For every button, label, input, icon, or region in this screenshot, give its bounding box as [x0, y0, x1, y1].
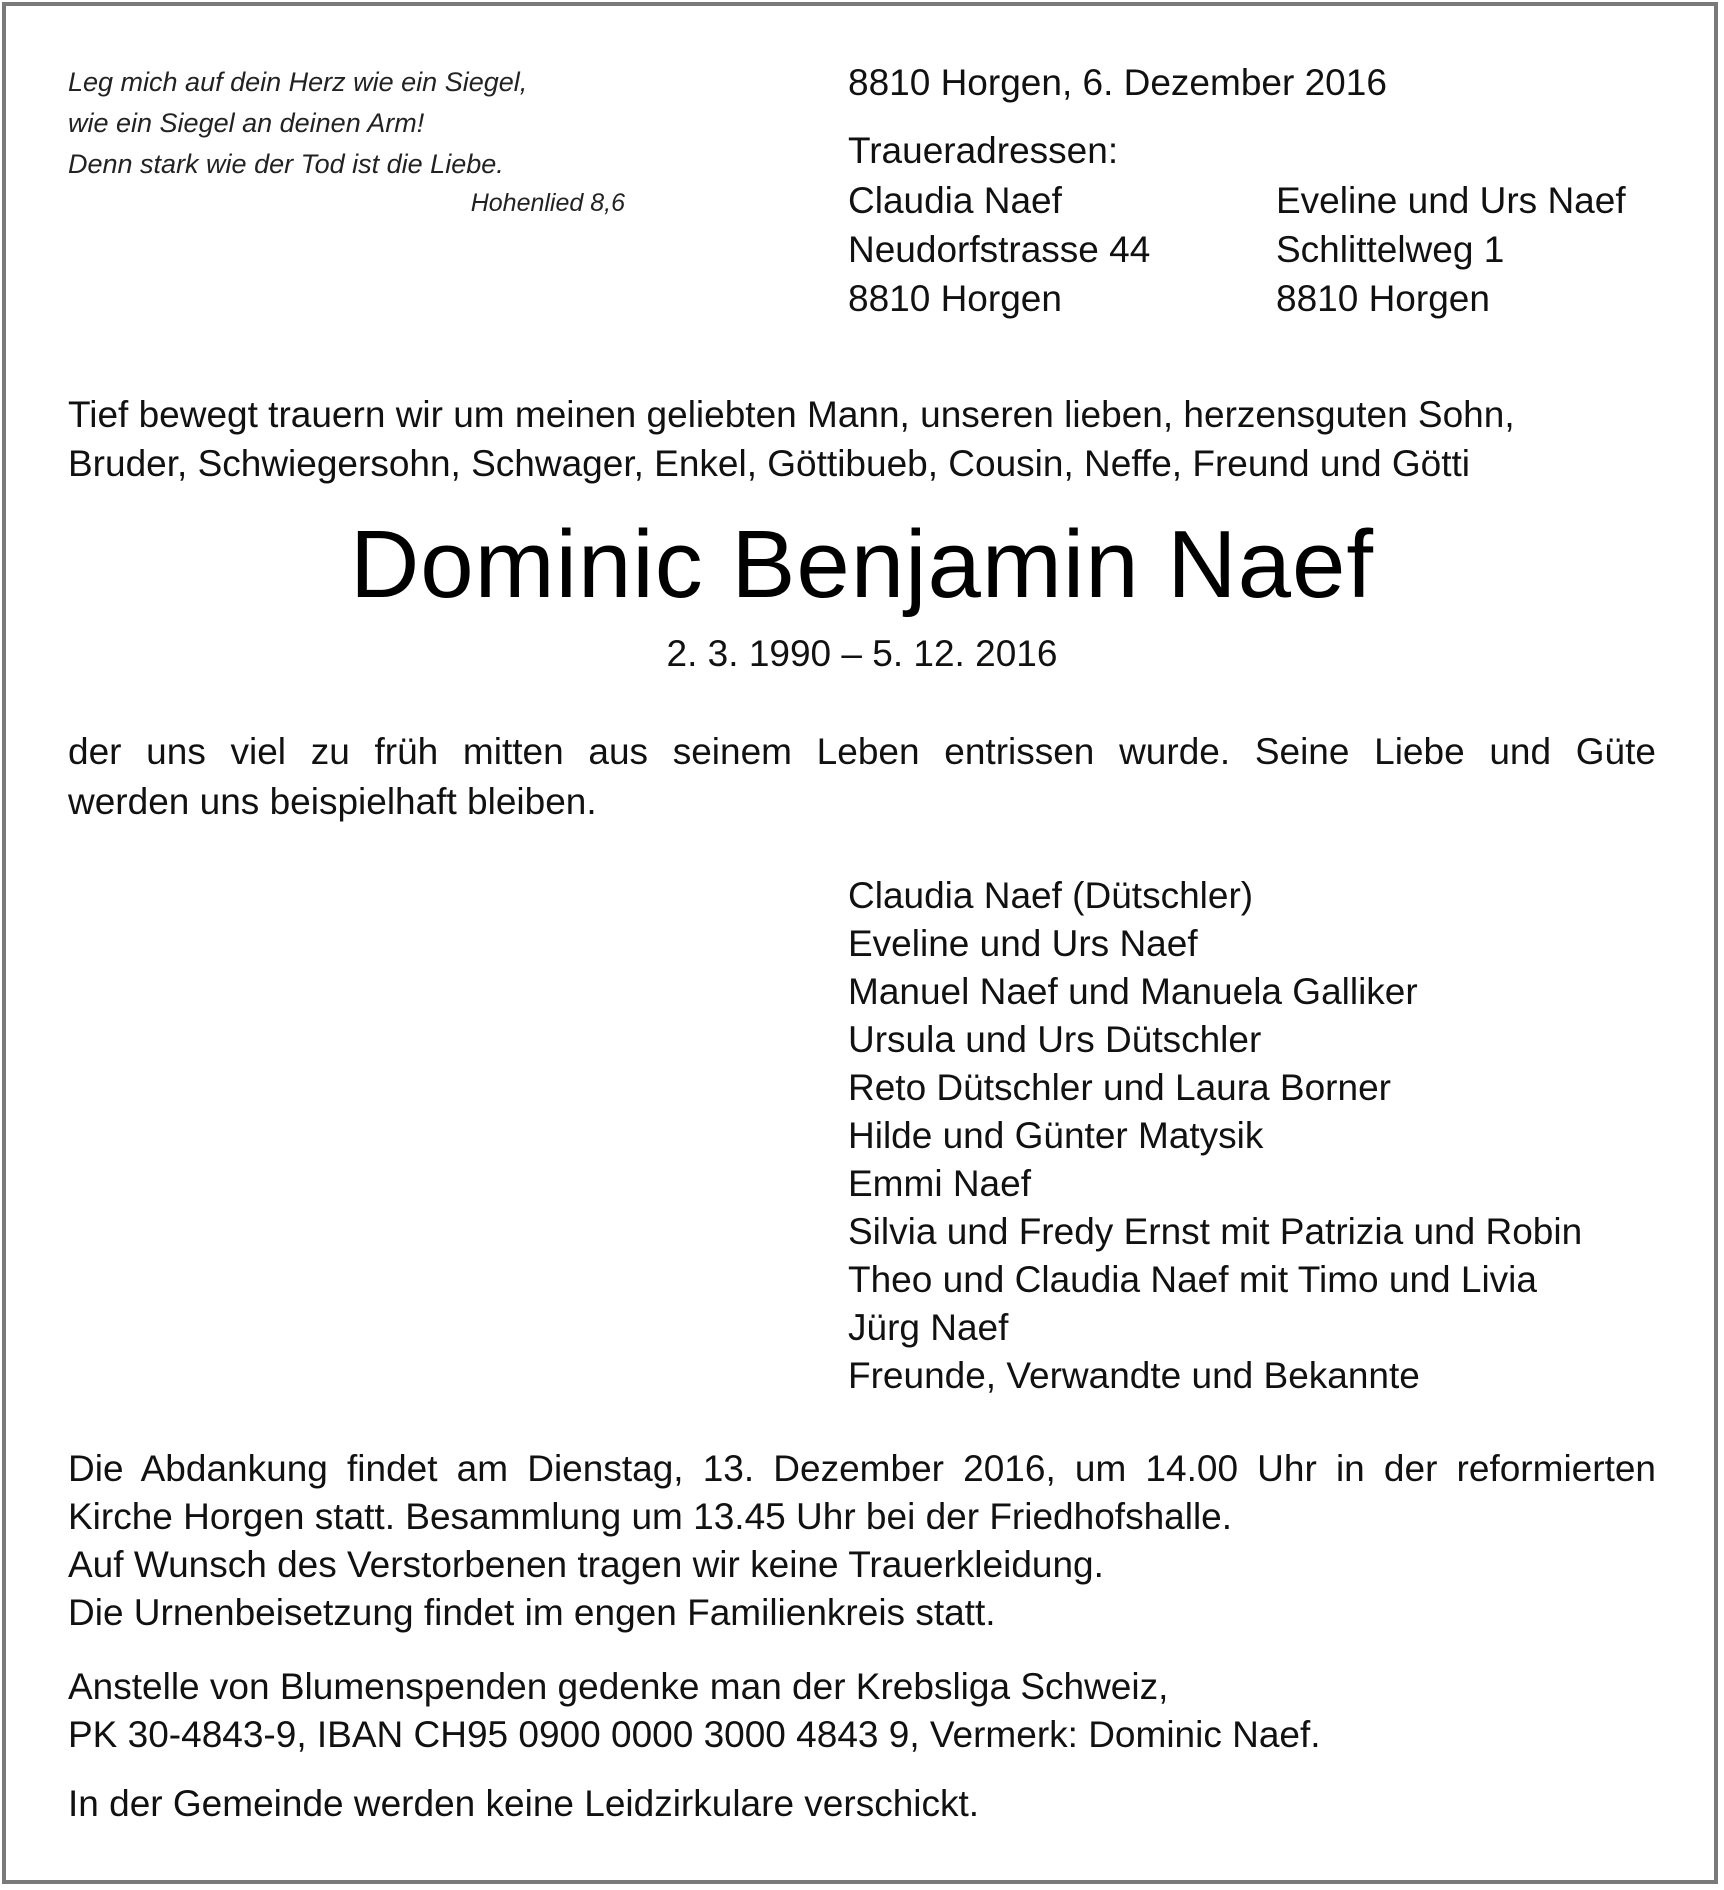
notice-line: Kirche Horgen statt. Besammlung um 13.45 Uhr bei der Friedhofshalle.	[68, 1496, 1233, 1537]
intro-line: Tief bewegt trauern wir um meinen geliebten Mann, unseren lieben, herzensguten Sohn,	[68, 394, 1515, 435]
mourner-entry: Claudia Naef (Dütschler)	[848, 875, 1254, 916]
notice-line: Die Abdankung findet am Dienstag, 13. Dezember 2016, um 14.00 Uhr in der reformierten	[68, 1448, 1656, 1489]
closing-note: In der Gemeinde werden keine Leidzirkulare verschickt.	[68, 1783, 980, 1824]
mourner-entry: Emmi Naef	[848, 1163, 1031, 1204]
bible-verse	[68, 62, 628, 185]
verse-source: Hohenlied 8,6	[470, 189, 625, 217]
life-dates: 2. 3. 1990 – 5. 12. 2016	[666, 633, 1058, 674]
mourner-entry: Silvia und Fredy Ernst mit Patrizia und Robin	[848, 1211, 1583, 1252]
address-line: Schlittelweg 1	[1276, 229, 1505, 270]
donation-line: Anstelle von Blumenspenden gedenke man der Krebsliga Schweiz,	[68, 1666, 1169, 1707]
mourner-entry: Theo und Claudia Naef mit Timo und Livia	[848, 1259, 1537, 1300]
tribute-text	[68, 727, 1656, 827]
verse-line: wie ein Siegel an deinen Arm!	[68, 108, 425, 138]
mourner-entry: Ursula und Urs Dütschler	[848, 1019, 1262, 1060]
mourner-entry: Freunde, Verwandte und Bekannte	[848, 1355, 1420, 1396]
address-line: 8810 Horgen	[848, 278, 1062, 319]
verse-line: Denn stark wie der Tod ist die Liebe.	[68, 149, 504, 179]
mourner-entry: Jürg Naef	[848, 1307, 1009, 1348]
address-line: Eveline und Urs Naef	[1276, 180, 1626, 221]
mourners-list	[848, 872, 1582, 1400]
address-line: Claudia Naef	[848, 180, 1062, 221]
address-line: Neudorfstrasse 44	[848, 229, 1151, 270]
intro-line: Bruder, Schwiegersohn, Schwager, Enkel, Göttibueb, Cousin, Neffe, Freund und Götti	[68, 443, 1471, 484]
notice-line: Die Urnenbeisetzung findet im engen Familienkreis statt.	[68, 1592, 996, 1633]
place-and-date: 8810 Horgen, 6. Dezember 2016	[848, 62, 1387, 103]
verse-line: Leg mich auf dein Herz wie ein Siegel,	[68, 67, 528, 97]
address-right	[1276, 176, 1626, 323]
mourner-entry: Hilde und Günter Matysik	[848, 1115, 1264, 1156]
donation-line: PK 30-4843-9, IBAN CH95 0900 0000 3000 4843 9, Vermerk: Dominic Naef.	[68, 1714, 1321, 1755]
donation-info	[68, 1663, 1656, 1759]
intro-text	[68, 390, 1658, 488]
tribute-line: der uns viel zu früh mitten aus seinem Leben entrissen wurde. Seine Liebe und Güte	[68, 731, 1656, 772]
notice-line: Auf Wunsch des Verstorbenen tragen wir keine Trauerkleidung.	[68, 1544, 1104, 1585]
addresses-heading: Traueradressen:	[848, 130, 1119, 171]
mourner-entry: Manuel Naef und Manuela Galliker	[848, 971, 1418, 1012]
address-left	[848, 176, 1150, 323]
deceased-name: Dominic Benjamin Naef	[349, 511, 1375, 618]
funeral-notice	[68, 1445, 1656, 1637]
mourner-entry: Eveline und Urs Naef	[848, 923, 1198, 964]
tribute-line: werden uns beispielhaft bleiben.	[68, 781, 597, 822]
mourner-entry: Reto Dütschler und Laura Borner	[848, 1067, 1391, 1108]
address-line: 8810 Horgen	[1276, 278, 1490, 319]
